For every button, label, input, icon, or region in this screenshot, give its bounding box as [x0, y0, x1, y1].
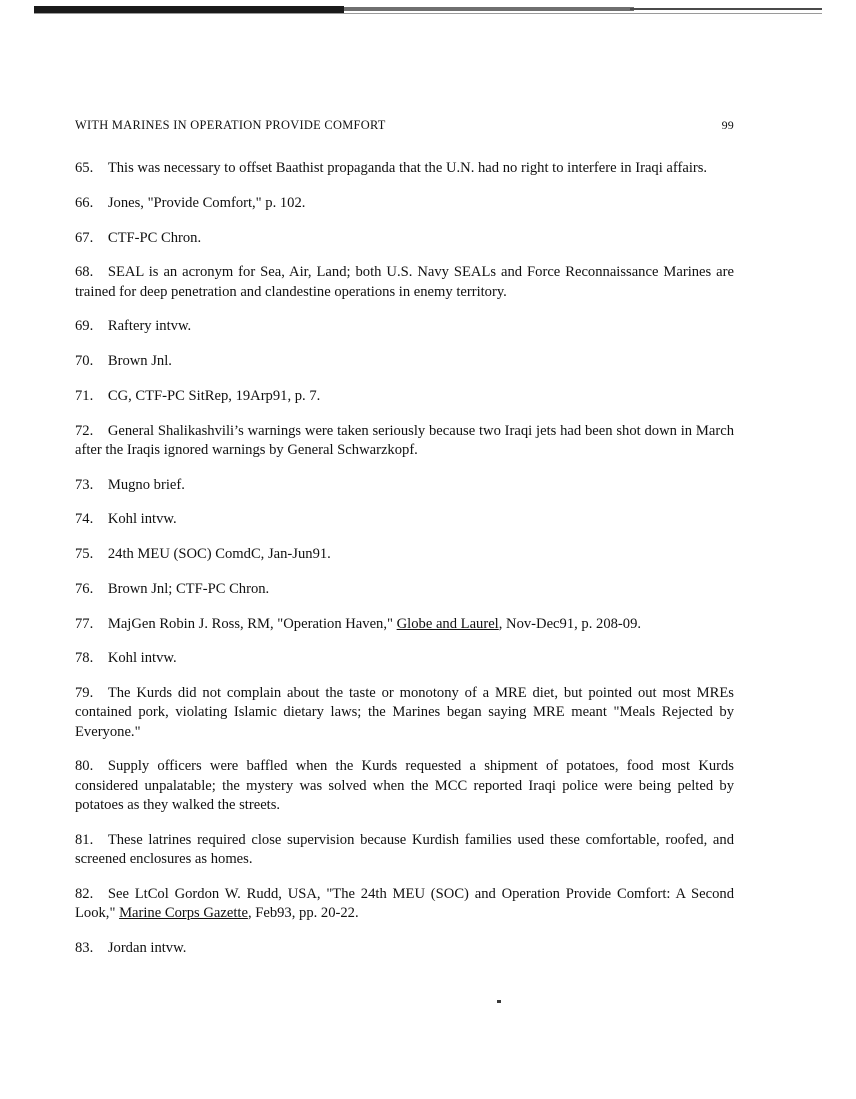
endnote-text: General Shalikashvili’s warnings were taken seriously because two Iraqi jets had been shot down in March after the Iraqis ignored warnings by General Schwarzkopf.: [75, 422, 734, 458]
endnote-text: Jordan intvw.: [107, 939, 187, 956]
endnote-text: Brown Jnl; CTF-PC Chron.: [107, 580, 270, 597]
endnote-number: 76.: [75, 580, 94, 597]
endnote-number: 68.: [75, 264, 94, 281]
endnotes-list: [75, 159, 734, 958]
endnote-text: Raftery intvw.: [107, 318, 192, 335]
publication-title: Globe and Laurel: [396, 615, 499, 632]
endnote-number: 71.: [75, 387, 94, 404]
running-head-title: WITH MARINES IN OPERATION PROVIDE COMFORT: [75, 118, 386, 132]
endnote-number: 81.: [75, 831, 94, 848]
endnote-item: [75, 684, 734, 742]
endnote-text-tail: , Feb93, pp. 20-22.: [247, 904, 359, 921]
endnote-number: 73.: [75, 476, 94, 493]
endnote-number: 83.: [75, 939, 94, 956]
endnote-text: Mugno brief.: [107, 476, 185, 493]
endnote-item: [75, 476, 734, 495]
endnote-text: See LtCol Gordon W. Rudd, USA, "The 24th MEU (SOC) and Operation Provide Comfort: A Second Look,": [75, 885, 734, 921]
endnote-item: [75, 545, 734, 564]
endnote-text: This was necessary to offset Baathist propaganda that the U.N. had no right to interfere in Iraqi affairs.: [107, 160, 708, 176]
endnote-text: Supply officers were baffled when the Kurds requested a shipment of potatoes, food most Kurds considered unpalatable; the mystery was solved when the MCC reported Iraqi police were being pelted by potatoes as they walked the streets.: [75, 758, 734, 813]
endnote-number: 65.: [75, 160, 94, 176]
endnote-number: 72.: [75, 422, 94, 439]
endnote-text: CG, CTF-PC SitRep, 19Arp91, p. 7.: [107, 387, 321, 404]
endnote-text: Jones, "Provide Comfort," p. 102.: [107, 194, 306, 211]
endnote-item: [75, 939, 734, 958]
endnote-number: 66.: [75, 194, 94, 211]
endnote-number: 77.: [75, 615, 94, 632]
endnote-item: [75, 159, 734, 178]
endnote-item: [75, 194, 734, 213]
endnote-number: 78.: [75, 650, 94, 667]
running-head: [75, 118, 734, 133]
endnote-text: Kohl intvw.: [107, 511, 177, 528]
endnote-number: 75.: [75, 546, 94, 562]
endnote-text: These latrines required close supervision because Kurdish families used these comfortable, roofed, and screened enclosures as homes.: [75, 831, 734, 867]
endnote-text: SEAL is an acronym for Sea, Air, Land; both U.S. Navy SEALs and Force Reconnaissance Marines are trained for deep penetration and clandestine operations in enemy territory.: [75, 264, 734, 300]
endnote-text: MajGen Robin J. Ross, RM, "Operation Haven,": [107, 615, 397, 632]
endnote-item: [75, 422, 734, 461]
endnote-number: 79.: [75, 685, 94, 701]
endnote-text: Brown Jnl.: [107, 353, 172, 369]
endnote-number: 74.: [75, 511, 94, 528]
endnote-item: [75, 649, 734, 668]
endnote-number: 82.: [75, 885, 94, 902]
page-number: 99: [721, 118, 734, 132]
endnote-item: [75, 885, 734, 924]
endnote-item: [75, 229, 734, 248]
endnote-text-tail: , Nov-Dec91, p. 208-09.: [498, 615, 642, 632]
publication-title: Marine Corps Gazette: [119, 904, 248, 921]
endnote-item: [75, 387, 734, 406]
endnote-text: The Kurds did not complain about the taste or monotony of a MRE diet, but pointed out most MREs contained pork, violating Islamic dietary laws; the Marines began saying MRE meant "Meals Rejected by Everyone.": [75, 685, 734, 740]
endnote-number: 70.: [75, 353, 94, 369]
endnote-text: Kohl intvw.: [107, 650, 177, 667]
endnote-item: [75, 580, 734, 599]
endnote-text: CTF-PC Chron.: [107, 229, 202, 246]
endnote-item: [75, 352, 734, 371]
endnote-number: 80.: [75, 758, 94, 775]
page-footer-mark: [497, 1000, 501, 1003]
endnote-item: [75, 510, 734, 529]
endnote-text: 24th MEU (SOC) ComdC, Jan-Jun91.: [107, 546, 331, 562]
endnote-item: [75, 317, 734, 336]
endnote-item: [75, 263, 734, 302]
endnote-number: 69.: [75, 318, 94, 335]
endnote-number: 67.: [75, 229, 94, 246]
endnote-item: [75, 757, 734, 815]
endnote-item: [75, 831, 734, 870]
endnote-item: [75, 615, 734, 634]
